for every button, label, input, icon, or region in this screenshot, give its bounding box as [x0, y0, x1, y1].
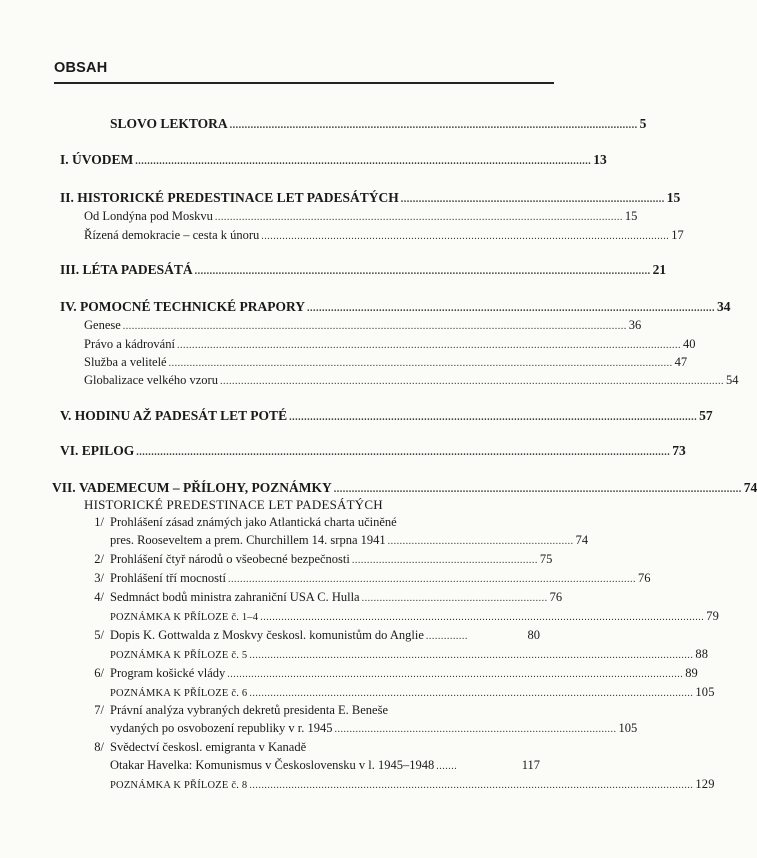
- toc-entry-page: 73: [672, 443, 686, 458]
- toc-entry-page: 5: [639, 116, 647, 131]
- appendix-number: 7/: [94, 703, 104, 717]
- toc-entry-slovo-lektora[interactable]: [110, 116, 647, 132]
- chapter-number: II.: [60, 190, 74, 205]
- dot-leader: ....................................................................................................................................................: [249, 780, 694, 791]
- dot-leader: .......: [436, 761, 458, 772]
- toc-entry-pravo[interactable]: [84, 337, 696, 352]
- appendix-number: 3/: [94, 571, 104, 585]
- toc-entry-page: 34: [717, 299, 731, 314]
- toc-entry-appendix-3[interactable]: [110, 571, 651, 586]
- vademecum-subtitle: HISTORICKÉ PREDESTINACE LET PADESÁTÝCH: [84, 497, 383, 512]
- dot-leader: ........................................................................................................................................: [261, 231, 670, 242]
- toc-entry-page: 75: [539, 552, 553, 566]
- toc-entry-page: 21: [652, 262, 667, 277]
- dot-leader: ..................................................................................................................................................................................: [136, 447, 671, 458]
- toc-entry-page: 15: [624, 209, 638, 223]
- dot-leader: ..............................................................................................: [334, 724, 617, 735]
- chapter-number: VII.: [52, 480, 76, 495]
- toc-entry-page: 74: [743, 480, 757, 495]
- toc-entry-appendix-4[interactable]: [110, 590, 563, 605]
- dot-leader: ....................................................................................................................................................: [260, 612, 705, 623]
- appendix-number: 2/: [94, 552, 104, 566]
- toc-entry-label: VADEMECUM – PŘÍLOHY, POZNÁMKY: [79, 480, 332, 495]
- toc-entry-label: Genese: [84, 318, 121, 332]
- toc-entry-label: Od Londýna pod Moskvu: [84, 209, 213, 223]
- chapter-number: IV.: [60, 299, 77, 314]
- toc-entry-label: Řízená demokracie – cesta k únoru: [84, 228, 260, 242]
- toc-entry-label: Globalizace velkého vzoru: [84, 373, 218, 387]
- toc-entry-page: 54: [725, 373, 739, 387]
- toc-entry-vademecum[interactable]: [52, 480, 757, 496]
- toc-entry-appendix-7[interactable]: [110, 721, 638, 736]
- toc-entry-page: 117: [521, 758, 540, 772]
- dot-leader: ..............................................................: [387, 536, 574, 547]
- toc-entry-page: 79: [706, 609, 720, 623]
- dot-leader: ........................................................................................................................................: [307, 303, 716, 314]
- toc-entry-page: 47: [674, 355, 688, 369]
- appendix-number: 5/: [94, 628, 104, 642]
- toc-entry-rizena-demokracie[interactable]: [84, 228, 684, 243]
- chapter-number: V.: [60, 408, 72, 423]
- dot-leader: ........................................................................................................................................................................: [219, 376, 724, 387]
- toc-entry-od-londyna[interactable]: [84, 209, 638, 224]
- dot-leader: ........................................................................................................................................: [333, 484, 742, 495]
- toc-entry-page: 105: [618, 721, 638, 735]
- toc-entry-genese[interactable]: [84, 318, 642, 333]
- toc-entry-page: 76: [637, 571, 651, 585]
- toc-entry-label: POZNÁMKA K PŘÍLOZE č. 5: [110, 650, 248, 661]
- toc-entry-page: 105: [695, 685, 715, 699]
- toc-entry-note-5[interactable]: [110, 647, 709, 662]
- toc-entry-label: EPILOG: [81, 443, 135, 458]
- toc-entry-label: vydaných po osvobození republiky v r. 1945: [110, 721, 333, 735]
- toc-entry-label: POZNÁMKA K PŘÍLOZE č. 1–4: [110, 612, 259, 623]
- chapter-number: VI.: [60, 443, 79, 458]
- toc-entry-label: Prohlášení tří mocností: [110, 571, 226, 585]
- appendix-title-line: Svědectví českosl. emigranta v Kanadě: [110, 740, 307, 754]
- dot-leader: ........................................................................................................................................................: [135, 156, 592, 167]
- page-title: OBSAH: [54, 60, 108, 76]
- toc-entry-label: POZNÁMKA K PŘÍLOZE č. 6: [110, 688, 248, 699]
- dot-leader: ........................................................................................................................................................................: [176, 340, 681, 351]
- toc-entry-appendix-1[interactable]: [110, 533, 589, 548]
- appendix-title-line: Prohlášení zásad známých jako Atlantická charta učiněné: [110, 515, 397, 529]
- toc-entry-page: 129: [695, 777, 715, 791]
- chapter-number: I.: [60, 152, 69, 167]
- toc-entry-label: HODINU AŽ PADESÁT LET POTÉ: [74, 408, 288, 423]
- appendix-number: 4/: [94, 590, 104, 604]
- toc-entry-globalizace[interactable]: [84, 373, 739, 388]
- toc-entry-sluzba[interactable]: [84, 355, 688, 370]
- dot-leader: ........................................................................................................................................................: [194, 266, 651, 277]
- chapter-number: III.: [60, 262, 80, 277]
- toc-entry-note-6[interactable]: [110, 685, 715, 700]
- dot-leader: ........................................................................................................................................................: [227, 669, 684, 680]
- toc-entry-page: 89: [685, 666, 698, 680]
- toc-entry-label: Otakar Havelka: Komunismus v Československu v l. 1945–1948: [110, 758, 435, 772]
- toc-entry-appendix-2[interactable]: [110, 552, 553, 567]
- dot-leader: ........................................................................................................................................: [214, 212, 623, 223]
- toc-entry-page: 15: [666, 190, 681, 205]
- appendix-number: 1/: [94, 515, 104, 529]
- toc-entry-note-8[interactable]: [110, 777, 715, 792]
- toc-entry-page: 76: [549, 590, 563, 604]
- toc-entry-label: POMOCNÉ TECHNICKÉ PRAPORY: [80, 299, 306, 314]
- toc-entry-label: Dopis K. Gottwalda z Moskvy českosl. komunistům do Anglie: [110, 628, 424, 642]
- toc-entry-page: 74: [575, 533, 589, 547]
- appendix-number: 8/: [94, 740, 104, 754]
- toc-entry-appendix-8[interactable]: [110, 758, 540, 773]
- toc-entry-page: 13: [593, 152, 607, 167]
- toc-entry-label: Právo a kádrování: [84, 337, 175, 351]
- dot-leader: ..............................................................: [351, 555, 538, 566]
- toc-entry-page: 36: [628, 318, 642, 332]
- toc-entry-appendix-6[interactable]: [110, 666, 698, 681]
- toc-entry-label: ÚVODEM: [72, 152, 134, 167]
- dot-leader: ........................................................................................................................................: [229, 120, 638, 131]
- toc-entry-appendix-5[interactable]: [110, 628, 540, 643]
- dot-leader: ........................................................................................................................................................................: [168, 358, 673, 369]
- toc-entry-label: POZNÁMKA K PŘÍLOZE č. 8: [110, 780, 248, 791]
- dot-leader: ........................................................................................................................................: [227, 574, 636, 585]
- toc-entry-page: 80: [527, 628, 540, 642]
- dot-leader: ........................................................................................................................................................................: [122, 321, 627, 332]
- dot-leader: ........................................................................................: [400, 194, 665, 205]
- toc-entry-label: SLOVO LEKTORA: [110, 116, 228, 131]
- toc-entry-label: Služba a velitelé: [84, 355, 167, 369]
- dot-leader: ....................................................................................................................................................: [249, 650, 694, 661]
- toc-entry-page: 88: [695, 647, 709, 661]
- toc-entry-epilog[interactable]: [60, 443, 686, 459]
- appendix-title-line: Právní analýza vybraných dekretů presidenta E. Beneše: [110, 703, 389, 717]
- toc-entry-note-1-4[interactable]: [110, 609, 720, 624]
- toc-entry-page: 40: [682, 337, 696, 351]
- dot-leader: ....................................................................................................................................................: [249, 688, 694, 699]
- toc-entry-pomocne-prapory[interactable]: [60, 299, 731, 315]
- dot-leader: ..............: [425, 631, 468, 642]
- toc-entry-label: Prohlášení čtyř národů o všeobecné bezpečnosti: [110, 552, 350, 566]
- appendix-number: 6/: [94, 666, 104, 680]
- dot-leader: ........................................................................................................................................: [289, 412, 698, 423]
- toc-entry-label: Sedmnáct bodů ministra zahraniční USA C. Hulla: [110, 590, 360, 604]
- toc-entry-page: 17: [671, 228, 684, 242]
- toc-entry-uvodem[interactable]: [60, 152, 607, 168]
- toc-entry-page: 57: [699, 408, 713, 423]
- toc-entry-label: pres. Rooseveltem a prem. Churchillem 14. srpna 1941: [110, 533, 386, 547]
- toc-entry-leta-padesata[interactable]: [60, 262, 667, 278]
- dot-leader: ..............................................................: [361, 593, 548, 604]
- toc-entry-label: HISTORICKÉ PREDESTINACE LET PADESÁTÝCH: [77, 190, 399, 205]
- toc-entry-label: Program košické vlády: [110, 666, 226, 680]
- toc-entry-historicke[interactable]: [60, 190, 681, 206]
- toc-entry-label: LÉTA PADESÁTÁ: [82, 262, 193, 277]
- toc-entry-hodinu[interactable]: [60, 408, 713, 424]
